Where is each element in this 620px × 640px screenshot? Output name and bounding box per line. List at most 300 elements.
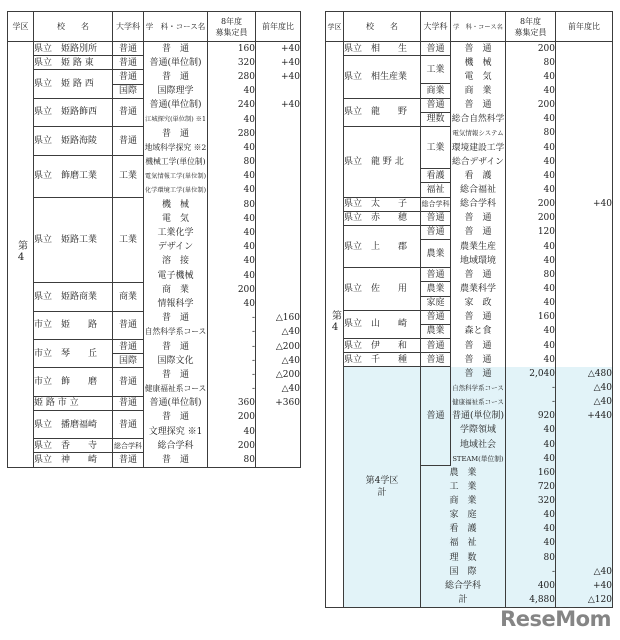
diff-value-cell bbox=[256, 382, 301, 396]
quota-value: - bbox=[251, 341, 255, 352]
dept: 福祉 bbox=[426, 184, 445, 195]
quota-value-cell bbox=[506, 296, 556, 310]
diff-value-cell bbox=[256, 198, 301, 212]
diff-value-cell bbox=[256, 283, 301, 297]
school-name: 県立 姫路商業 bbox=[34, 291, 98, 302]
summary-quota: 720 bbox=[537, 481, 555, 492]
school-name: 県立 姫路海陵 bbox=[34, 135, 98, 146]
quota-value-cell bbox=[506, 211, 556, 225]
quota-value: 200 bbox=[237, 440, 255, 451]
diff-value-cell bbox=[256, 141, 301, 155]
diff-value-cell bbox=[256, 240, 301, 254]
header-row bbox=[8, 12, 301, 42]
summary-course: 国 際 bbox=[449, 566, 477, 577]
course-name: 普 通 bbox=[161, 71, 189, 82]
summary-quota: 2,040 bbox=[529, 368, 555, 379]
quota-value-cell bbox=[208, 269, 256, 283]
course-name: 総合デザイン bbox=[452, 156, 504, 167]
table-row bbox=[326, 98, 613, 112]
course-name: 普 通 bbox=[464, 213, 492, 224]
course-name-cell bbox=[144, 297, 208, 311]
school-name-cell bbox=[344, 268, 421, 310]
quota-value: 40 bbox=[543, 340, 555, 351]
dept-cell bbox=[421, 42, 451, 56]
table-row bbox=[326, 197, 613, 211]
school-name-cell bbox=[344, 197, 421, 211]
header-school-label: 校 名 bbox=[57, 22, 89, 31]
dept: 普通 bbox=[118, 71, 137, 82]
summary-quota: 40 bbox=[543, 439, 555, 450]
course-name: 普 通 bbox=[161, 43, 189, 54]
course-name: 機 械 bbox=[161, 199, 189, 210]
school-name: 県立 太 子 bbox=[344, 199, 408, 210]
dept-cell bbox=[421, 282, 451, 296]
header-dept bbox=[113, 12, 144, 42]
dept-cell bbox=[421, 310, 451, 324]
course-name-cell bbox=[144, 425, 208, 439]
summary-quota-cell bbox=[506, 565, 556, 579]
school-name: 県立 姫路飾西 bbox=[34, 107, 98, 118]
school-name: 県立 伊 和 bbox=[344, 340, 408, 351]
summary-diff-cell bbox=[556, 494, 613, 508]
diff-value-cell bbox=[556, 338, 613, 352]
school-name: 県立 姫路工業 bbox=[34, 235, 98, 246]
summary-course: 学際領域 bbox=[459, 425, 496, 436]
diff-value: +40 bbox=[281, 71, 300, 82]
quota-value-cell bbox=[208, 325, 256, 339]
dept: 商業 bbox=[118, 291, 137, 302]
quota-value-cell bbox=[208, 84, 256, 98]
diff-value: △40 bbox=[281, 384, 300, 395]
summary-quota-cell bbox=[506, 494, 556, 508]
course-name-cell bbox=[144, 354, 208, 368]
school-name-cell bbox=[344, 42, 421, 56]
quota-value-cell bbox=[208, 155, 256, 169]
summary-quota: - bbox=[551, 566, 555, 577]
dept-cell bbox=[421, 98, 451, 112]
course-name-cell bbox=[451, 239, 506, 253]
course-name-cell bbox=[144, 283, 208, 297]
course-name-cell bbox=[451, 84, 506, 98]
course-name-cell bbox=[144, 198, 208, 212]
school-name-cell bbox=[344, 338, 421, 352]
dept: 工業 bbox=[118, 235, 137, 246]
quota-value-cell bbox=[208, 396, 256, 410]
course-name-cell bbox=[144, 112, 208, 126]
quota-value: 200 bbox=[537, 100, 555, 111]
summary-quota-cell bbox=[506, 551, 556, 565]
diff-value-cell bbox=[556, 353, 613, 367]
quota-value-cell bbox=[506, 197, 556, 211]
quota-value: 40 bbox=[243, 256, 255, 267]
dept: 普通 bbox=[426, 100, 445, 111]
summary-course-cell bbox=[451, 423, 506, 437]
summary-diff-cell bbox=[556, 409, 613, 423]
table-row bbox=[326, 268, 613, 282]
summary-label-line2: 計 bbox=[377, 487, 387, 498]
dept-cell bbox=[113, 42, 144, 56]
summary-quota-cell bbox=[506, 381, 556, 395]
summary-course: 計 bbox=[458, 594, 468, 605]
dept-cell bbox=[113, 439, 144, 453]
course-name: 商 業 bbox=[464, 85, 492, 96]
quota-value: 160 bbox=[237, 43, 255, 54]
school-name: 市立 姫 路 bbox=[34, 320, 98, 331]
quota-value-cell bbox=[506, 338, 556, 352]
course-name: 情報科学 bbox=[157, 298, 194, 309]
course-name: 森と食 bbox=[464, 326, 492, 337]
course-name: 普 通 bbox=[161, 412, 189, 423]
course-name: 普 通 bbox=[464, 340, 492, 351]
summary-course-cell bbox=[451, 437, 506, 451]
table-row bbox=[326, 225, 613, 239]
summary-course-cell bbox=[451, 395, 506, 409]
header-dept-label: 大学科 bbox=[116, 22, 140, 31]
summary-quota: - bbox=[551, 382, 555, 393]
diff-value-cell bbox=[556, 155, 613, 169]
quota-value: 40 bbox=[243, 213, 255, 224]
course-name-cell bbox=[451, 70, 506, 84]
course-name: 普 通 bbox=[464, 312, 492, 323]
school-name: 県立 龍 野 北 bbox=[344, 156, 404, 167]
header-diff-label: 前年度比 bbox=[262, 22, 294, 31]
course-name-cell bbox=[451, 225, 506, 239]
course-name-cell bbox=[451, 183, 506, 197]
course-name: 機械工学(単位制) bbox=[145, 157, 206, 167]
header-dept-label: 大学科 bbox=[423, 22, 448, 31]
quota-value-cell bbox=[208, 42, 256, 56]
table-row bbox=[326, 42, 613, 56]
school-name-cell bbox=[34, 98, 113, 126]
quota-value-cell bbox=[506, 310, 556, 324]
course-name-cell bbox=[144, 396, 208, 410]
dept-cell bbox=[113, 98, 144, 126]
dept: 普通 bbox=[426, 312, 445, 323]
course-name: 普 通 bbox=[464, 227, 492, 238]
course-name: 文理探究 ※1 bbox=[148, 426, 203, 437]
quota-value-cell bbox=[208, 354, 256, 368]
quota-value: 200 bbox=[237, 412, 255, 423]
quota-value: 40 bbox=[243, 171, 255, 182]
district-cell bbox=[326, 42, 344, 608]
school-name-cell bbox=[34, 368, 113, 396]
diff-value-cell bbox=[256, 42, 301, 56]
summary-course: 家 庭 bbox=[449, 510, 477, 521]
header-quota-line2: 募集定員 bbox=[514, 27, 547, 37]
diff-value-cell bbox=[556, 254, 613, 268]
school-name-cell bbox=[344, 225, 421, 267]
diff-value-cell bbox=[256, 112, 301, 126]
diff-value-cell bbox=[556, 211, 613, 225]
dept: 普通 bbox=[426, 227, 445, 238]
course-name: 普 通 bbox=[161, 341, 189, 352]
dept: 家庭 bbox=[426, 298, 445, 309]
summary-quota-cell bbox=[506, 579, 556, 593]
diff-value-cell bbox=[556, 225, 613, 239]
course-name: 工業化学 bbox=[157, 228, 194, 239]
school-name-cell bbox=[344, 98, 421, 126]
course-name-cell bbox=[144, 127, 208, 141]
quota-value: 200 bbox=[237, 284, 255, 295]
school-name: 県立 千 種 bbox=[344, 354, 408, 365]
dept-cell bbox=[421, 324, 451, 338]
dept-cell bbox=[421, 268, 451, 282]
diff-value-cell bbox=[556, 169, 613, 183]
diff-value-cell bbox=[256, 212, 301, 226]
dept: 農業 bbox=[426, 248, 445, 259]
quota-value: 40 bbox=[543, 85, 555, 96]
school-name-cell bbox=[344, 126, 421, 197]
dept: 工業 bbox=[426, 64, 445, 75]
course-name-cell bbox=[144, 141, 208, 155]
summary-course: 看 護 bbox=[449, 524, 477, 535]
school-name: 県立 姫 路 東 bbox=[34, 57, 94, 68]
course-name-cell bbox=[451, 56, 506, 70]
quota-value: 40 bbox=[543, 114, 555, 125]
summary-quota-cell bbox=[506, 480, 556, 494]
header-row bbox=[326, 12, 613, 42]
summary-quota-cell bbox=[506, 423, 556, 437]
course-name: 普通(単位制) bbox=[149, 100, 202, 111]
course-name-cell bbox=[144, 84, 208, 98]
course-name: 国際理学 bbox=[157, 86, 194, 97]
quota-value-cell bbox=[208, 98, 256, 112]
quota-value-cell bbox=[208, 368, 256, 382]
diff-value-cell bbox=[256, 183, 301, 197]
header-quota bbox=[506, 12, 556, 42]
table-row bbox=[326, 367, 613, 381]
course-name-cell bbox=[144, 339, 208, 353]
table-row bbox=[8, 396, 301, 410]
quota-value: 80 bbox=[543, 57, 555, 68]
diff-value-cell bbox=[256, 439, 301, 453]
quota-value: 40 bbox=[243, 242, 255, 253]
dept-cell bbox=[421, 338, 451, 352]
course-name: 普 通 bbox=[464, 43, 492, 54]
quota-value: 280 bbox=[237, 71, 255, 82]
district-cell bbox=[8, 42, 34, 468]
summary-diff-cell bbox=[556, 452, 613, 466]
diff-value-cell bbox=[556, 310, 613, 324]
quota-value: 40 bbox=[243, 142, 255, 153]
school-name-cell bbox=[34, 155, 113, 198]
dept-cell bbox=[113, 127, 144, 155]
school-name: 県立 姫 路 西 bbox=[34, 79, 94, 90]
school-name-cell bbox=[344, 211, 421, 225]
dept: 普通 bbox=[118, 57, 137, 68]
diff-value-cell bbox=[256, 70, 301, 84]
school-name: 県立 香 寺 bbox=[34, 440, 98, 451]
header-diff-label: 前年度比 bbox=[568, 22, 600, 31]
district-label: 第4 bbox=[15, 239, 27, 265]
course-name: 看 護 bbox=[464, 170, 492, 181]
school-name: 市立 琴 丘 bbox=[34, 348, 98, 359]
quota-value: 80 bbox=[243, 199, 255, 210]
quota-value: 240 bbox=[237, 100, 255, 111]
course-name: 江城探究(単位制) ※1 bbox=[145, 116, 206, 124]
diff-value-cell bbox=[256, 254, 301, 268]
header-course bbox=[451, 12, 506, 42]
summary-course-cell bbox=[451, 381, 506, 395]
summary-quota-cell bbox=[506, 409, 556, 423]
summary-dept-cell bbox=[421, 367, 451, 466]
quota-value-cell bbox=[208, 226, 256, 240]
course-name: 商 業 bbox=[161, 284, 189, 295]
diff-value-cell bbox=[256, 368, 301, 382]
summary-course: 地域社会 bbox=[459, 439, 496, 450]
summary-diff: +440 bbox=[587, 411, 612, 422]
table-row bbox=[8, 311, 301, 325]
quota-value: 40 bbox=[543, 283, 555, 294]
diff-value: △200 bbox=[275, 341, 300, 352]
quota-value-cell bbox=[506, 140, 556, 154]
quota-value: 40 bbox=[243, 298, 255, 309]
school-name: 県立 姫路別所 bbox=[34, 43, 98, 54]
header-district bbox=[326, 12, 344, 42]
dept: 普通 bbox=[118, 107, 137, 118]
dept-cell bbox=[113, 339, 144, 353]
diff-value-cell bbox=[556, 296, 613, 310]
quota-value: 80 bbox=[543, 269, 555, 280]
diff-value: △40 bbox=[281, 355, 300, 366]
quota-value: 40 bbox=[543, 326, 555, 337]
dept: 普通 bbox=[426, 354, 445, 365]
course-name: 普 通 bbox=[161, 369, 189, 380]
dept-cell bbox=[421, 126, 451, 168]
quota-value-cell bbox=[506, 70, 556, 84]
school-name-cell bbox=[34, 311, 113, 339]
course-name-cell bbox=[451, 197, 506, 211]
course-name-cell bbox=[451, 98, 506, 112]
header-quota-line1: 8年度 bbox=[519, 16, 542, 26]
diff-value: +40 bbox=[281, 57, 300, 68]
summary-quota: 4,880 bbox=[529, 594, 555, 605]
diff-value-cell bbox=[256, 297, 301, 311]
course-name-cell bbox=[451, 353, 506, 367]
course-name: 総合学科 bbox=[157, 440, 194, 451]
summary-quota-cell bbox=[506, 466, 556, 480]
course-name: 電気情報システム bbox=[452, 129, 504, 138]
course-name: 普通(単位制) bbox=[149, 398, 202, 409]
summary-quota-cell bbox=[506, 536, 556, 550]
school-name: 県立 龍 野 bbox=[344, 107, 408, 118]
course-name-cell bbox=[144, 368, 208, 382]
course-name: 普 通 bbox=[464, 269, 492, 280]
diff-value-cell bbox=[256, 354, 301, 368]
dept-cell bbox=[113, 396, 144, 410]
school-name: 県立 赤 穂 bbox=[344, 213, 408, 224]
header-school bbox=[34, 12, 113, 42]
course-name-cell bbox=[144, 382, 208, 396]
header-dept bbox=[421, 12, 451, 42]
course-name-cell bbox=[144, 56, 208, 70]
summary-quota-cell bbox=[506, 452, 556, 466]
header-course-label: 学 科・コース名 bbox=[453, 23, 503, 31]
quota-value-cell bbox=[506, 268, 556, 282]
summary-diff: +40 bbox=[593, 580, 612, 591]
dept: 看護 bbox=[426, 170, 445, 181]
summary-course-cell bbox=[421, 593, 506, 607]
summary-course: 福 祉 bbox=[449, 538, 477, 549]
diff-value-cell bbox=[556, 239, 613, 253]
summary-quota-cell bbox=[506, 367, 556, 381]
summary-course: 自然科学系コース bbox=[452, 383, 504, 392]
quota-value-cell bbox=[208, 212, 256, 226]
left-quota-table bbox=[7, 11, 301, 468]
summary-quota: 320 bbox=[537, 496, 555, 507]
quota-value: 40 bbox=[543, 298, 555, 309]
quota-value: - bbox=[251, 355, 255, 366]
table-row bbox=[8, 56, 301, 70]
quota-value-cell bbox=[506, 169, 556, 183]
course-name: 普通(単位制) bbox=[149, 57, 202, 68]
dept-cell bbox=[421, 296, 451, 310]
course-name: 電子機械 bbox=[157, 270, 194, 281]
quota-value: 40 bbox=[543, 354, 555, 365]
diff-value-cell bbox=[556, 140, 613, 154]
dept: 普通 bbox=[118, 455, 137, 466]
table-row bbox=[8, 283, 301, 297]
course-name-cell bbox=[144, 325, 208, 339]
summary-diff-cell bbox=[556, 565, 613, 579]
right-table-body bbox=[326, 42, 613, 608]
course-name-cell bbox=[451, 254, 506, 268]
table-row bbox=[8, 155, 301, 169]
diff-value-cell bbox=[556, 268, 613, 282]
header-diff bbox=[556, 12, 613, 42]
quota-value: 40 bbox=[543, 255, 555, 266]
summary-course-cell bbox=[451, 409, 506, 423]
quota-value-cell bbox=[208, 254, 256, 268]
diff-value-cell bbox=[256, 339, 301, 353]
summary-diff-cell bbox=[556, 437, 613, 451]
school-name: 県立 飾磨工業 bbox=[34, 171, 98, 182]
course-name-cell bbox=[144, 226, 208, 240]
course-name-cell bbox=[451, 338, 506, 352]
course-name-cell bbox=[451, 211, 506, 225]
course-name: 普 通 bbox=[161, 454, 189, 465]
summary-diff-cell bbox=[556, 536, 613, 550]
school-name-cell bbox=[34, 453, 113, 467]
summary-course: 農 業 bbox=[449, 468, 477, 479]
school-name: 県立 山 崎 bbox=[344, 319, 408, 330]
course-name-cell bbox=[144, 42, 208, 56]
school-name: 県立 佐 用 bbox=[344, 283, 408, 294]
quota-value-cell bbox=[506, 239, 556, 253]
diff-value: △40 bbox=[281, 327, 300, 338]
quota-value-cell bbox=[208, 311, 256, 325]
summary-course-cell bbox=[421, 551, 506, 565]
course-name-cell bbox=[451, 112, 506, 126]
school-name-cell bbox=[34, 70, 113, 98]
quota-value: 40 bbox=[243, 426, 255, 437]
quota-value-cell bbox=[506, 112, 556, 126]
dept: 農業 bbox=[426, 283, 445, 294]
quota-value: - bbox=[251, 369, 255, 380]
dept: 普通 bbox=[426, 43, 445, 54]
summary-quota: 40 bbox=[543, 538, 555, 549]
course-name: 農業生産 bbox=[459, 241, 496, 252]
course-name-cell bbox=[451, 268, 506, 282]
diff-value: +40 bbox=[593, 199, 612, 210]
dept-cell bbox=[113, 311, 144, 339]
dept-cell bbox=[113, 84, 144, 98]
course-name: 総合福祉 bbox=[459, 184, 496, 195]
summary-quota: 40 bbox=[543, 510, 555, 521]
school-name-cell bbox=[34, 198, 113, 283]
header-diff bbox=[256, 12, 301, 42]
summary-diff-cell bbox=[556, 508, 613, 522]
